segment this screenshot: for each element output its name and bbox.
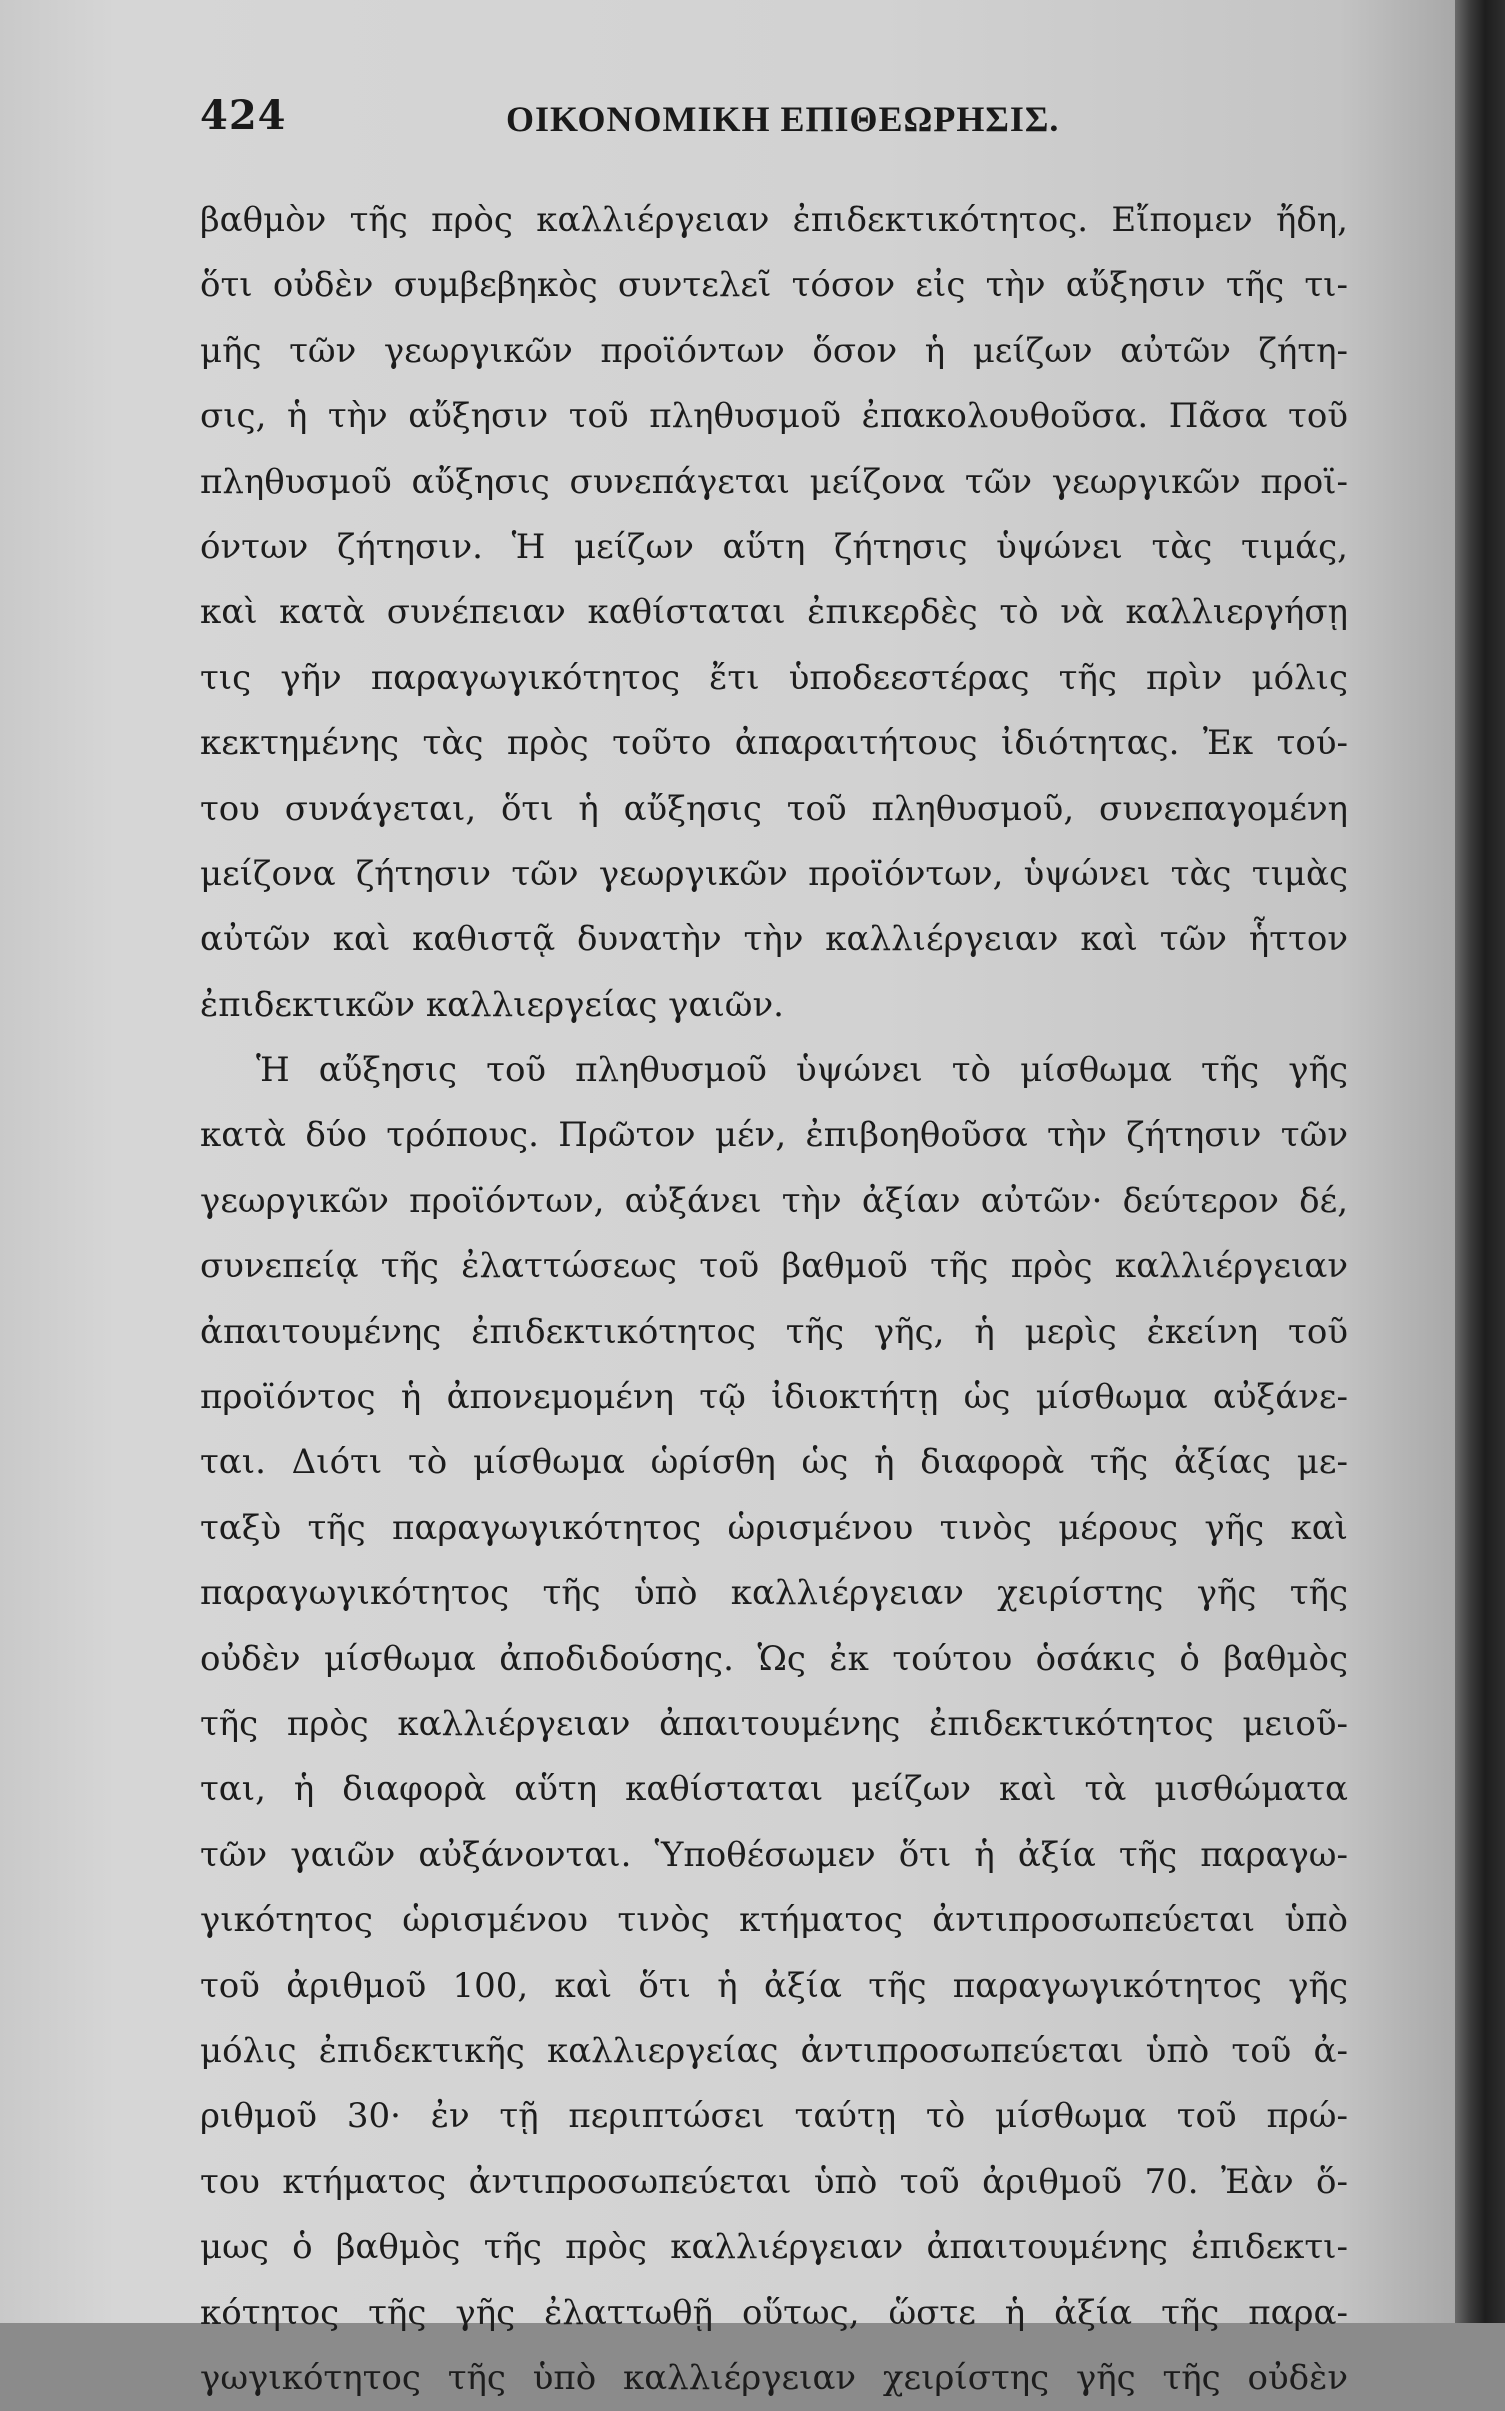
text-line: καὶ κατὰ συνέπειαν καθίσταται ἐπικερδὲς τὸ νὰ καλλιεργήσῃ — [200, 592, 1348, 633]
text-line: μόλις ἐπιδεκτικῆς καλλιεργείας ἀντιπροσωπεύεται ὑπὸ τοῦ ἀ- — [200, 2030, 1348, 2071]
text-line: ἀπαιτουμένης ἐπιδεκτικότητος τῆς γῆς, ἡ μερὶς ἐκείνη τοῦ — [200, 1311, 1348, 1352]
text-line: ται. Διότι τὸ μίσθωμα ὡρίσθη ὡς ἡ διαφορὰ τῆς ἀξίας με- — [200, 1442, 1348, 1483]
text-line: οὐδὲν μίσθωμα ἀποδιδούσης. Ὡς ἐκ τούτου ὁσάκις ὁ βαθμὸς — [200, 1638, 1348, 1679]
text-line: σις, ἡ τὴν αὔξησιν τοῦ πληθυσμοῦ ἐπακολουθοῦσα. Πᾶσα τοῦ — [200, 396, 1348, 437]
text-line: ριθμοῦ 30· ἐν τῇ περιπτώσει ταύτῃ τὸ μίσθωμα τοῦ πρώ- — [200, 2096, 1348, 2137]
text-line: μῆς τῶν γεωργικῶν προϊόντων ὅσον ἡ μείζων αὐτῶν ζήτη- — [200, 330, 1348, 371]
text-line: τῶν γαιῶν αὐξάνονται. Ὑποθέσωμεν ὅτι ἡ ἀξία τῆς παραγω- — [200, 1834, 1348, 1875]
text-line: γωγικότητος τῆς ὑπὸ καλλιέργειαν χειρίστης γῆς τῆς οὐδὲν — [200, 2357, 1348, 2398]
text-line: του κτήματος ἀντιπροσωπεύεται ὑπὸ τοῦ ἀριθμοῦ 70. Ἐὰν ὅ- — [200, 2161, 1348, 2202]
text-line: προϊόντος ἡ ἀπονεμομένη τῷ ἰδιοκτήτῃ ὡς μίσθωμα αὐξάνε- — [200, 1377, 1348, 1418]
page-number: 424 — [200, 92, 287, 139]
text-line: του συνάγεται, ὅτι ἡ αὔξησις τοῦ πληθυσμοῦ, συνεπαγομένη — [200, 788, 1348, 829]
text-line: ται, ἡ διαφορὰ αὕτη καθίσταται μείζων καὶ τὰ μισθώματα — [200, 1769, 1348, 1810]
text-line: συνεπείᾳ τῆς ἐλαττώσεως τοῦ βαθμοῦ τῆς πρὸς καλλιέργειαν — [200, 1246, 1348, 1287]
paragraph-end-line: ἐπιδεκτικῶν καλλιεργείας γαιῶν. — [200, 984, 784, 1025]
text-line: μως ὁ βαθμὸς τῆς πρὸς καλλιέργειαν ἀπαιτουμένης ἐπιδεκτι- — [200, 2227, 1348, 2268]
running-title: ΟΙΚΟΝΟΜΙΚΗ ΕΠΙΘΕΩΡΗΣΙΣ. — [506, 99, 1060, 139]
text-line: γικότητος ὡρισμένου τινὸς κτήματος ἀντιπροσωπεύεται ὑπὸ — [200, 1900, 1348, 1941]
text-line: γεωργικῶν προϊόντων, αὐξάνει τὴν ἀξίαν αὐτῶν· δεύτερον δέ, — [200, 1180, 1348, 1221]
text-line: πληθυσμοῦ αὔξησις συνεπάγεται μείζονα τῶν γεωργικῶν προϊ- — [200, 461, 1348, 502]
text-line: παραγωγικότητος τῆς ὑπὸ καλλιέργειαν χειρίστης γῆς τῆς — [200, 1573, 1348, 1614]
text-line: τῆς πρὸς καλλιέργειαν ἀπαιτουμένης ἐπιδεκτικότητος μειοῦ- — [200, 1703, 1348, 1744]
text-line: αὐτῶν καὶ καθιστᾷ δυνατὴν τὴν καλλιέργειαν καὶ τῶν ἧττον — [200, 919, 1348, 960]
text-line: όντων ζήτησιν. Ἡ μείζων αὕτη ζήτησις ὑψώνει τὰς τιμάς, — [200, 526, 1348, 567]
text-line: μείζονα ζήτησιν τῶν γεωργικῶν προϊόντων, ὑψώνει τὰς τιμὰς — [200, 853, 1348, 894]
text-line: ταξὺ τῆς παραγωγικότητος ὡρισμένου τινὸς μέρους γῆς καὶ — [200, 1507, 1348, 1548]
paragraph-start-line: Ἡ αὔξησις τοῦ πληθυσμοῦ ὑψώνει τὸ μίσθωμα τῆς γῆς — [256, 1050, 1348, 1091]
text-line: κατὰ δύο τρόπους. Πρῶτον μέν, ἐπιβοηθοῦσα τὴν ζήτησιν τῶν — [200, 1115, 1348, 1156]
running-head — [200, 92, 1360, 152]
text-line: κότητος τῆς γῆς ἐλαττωθῇ οὕτως, ὥστε ἡ ἀξία τῆς παρα- — [200, 2292, 1348, 2333]
body-text — [200, 188, 1348, 2411]
text-line: βαθμὸν τῆς πρὸς καλλιέργειαν ἐπιδεκτικότητος. Εἴπομεν ἤδη, — [200, 200, 1348, 240]
text-line: τοῦ ἀριθμοῦ 100, καὶ ὅτι ἡ ἀξία τῆς παραγωγικότητος γῆς — [200, 1965, 1348, 2006]
text-line: κεκτημένης τὰς πρὸς τοῦτο ἀπαραιτήτους ἰδιότητας. Ἐκ τού- — [200, 723, 1348, 764]
book-spine-shadow — [1455, 0, 1505, 2323]
text-line: τις γῆν παραγωγικότητος ἔτι ὑποδεεστέρας τῆς πρὶν μόλις — [200, 657, 1348, 698]
text-line: ὅτι οὐδὲν συμβεβηκὸς συντελεῖ τόσον εἰς τὴν αὔξησιν τῆς τι- — [200, 265, 1348, 306]
